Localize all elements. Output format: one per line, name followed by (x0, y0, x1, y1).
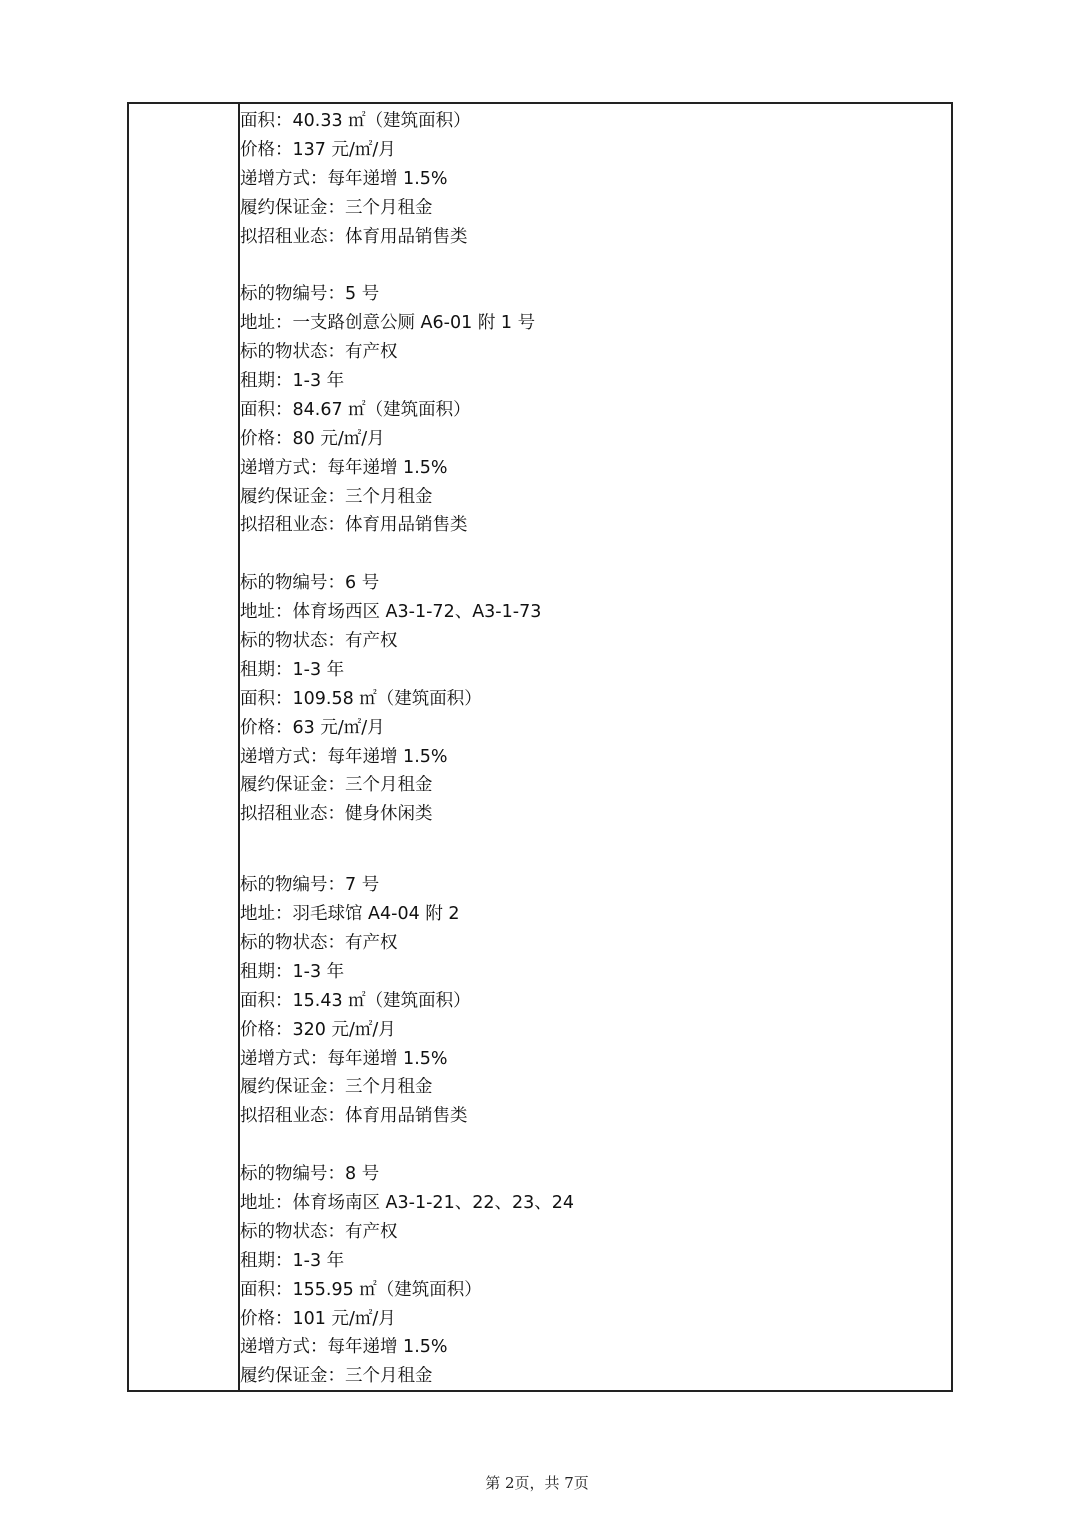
business-type-line: 拟招租业态：体育用品销售类 (240, 515, 468, 536)
term-line: 租期：1-3 年 (240, 371, 345, 392)
item-number-line: 标的物编号：7 号 (240, 875, 380, 896)
price-line: 价格：320 元/㎡/月 (240, 1019, 396, 1040)
item-number-line: 标的物编号：6 号 (240, 573, 380, 594)
item-number-line: 标的物编号：8 号 (240, 1164, 380, 1185)
deposit-line: 履约保证金：三个月租金 (240, 1366, 433, 1387)
spacer (240, 251, 574, 280)
business-type-line: 拟招租业态：体育用品销售类 (240, 1106, 468, 1127)
business-type-line: 拟招租业态：健身休闲类 (240, 804, 433, 825)
status-line: 标的物状态：有产权 (240, 1221, 398, 1242)
address-line: 地址：羽毛球馆 A4-04 附 2 (240, 904, 460, 925)
address-line: 地址：体育场西区 A3-1-72、A3-1-73 (240, 602, 542, 623)
increment-line: 递增方式：每年递增 1.5% (240, 168, 448, 189)
price-line: 价格：80 元/㎡/月 (240, 428, 385, 449)
deposit-line: 履约保证金：三个月租金 (240, 197, 433, 218)
increment-line: 递增方式：每年递增 1.5% (240, 457, 448, 478)
spacer (240, 540, 574, 569)
lease-items-table (127, 102, 953, 1392)
area-line: 面积：109.58 ㎡（建筑面积） (240, 688, 482, 709)
term-line: 租期：1-3 年 (240, 961, 345, 982)
business-type-line: 拟招租业态：体育用品销售类 (240, 226, 468, 247)
address-line: 地址：一支路创意公厕 A6-01 附 1 号 (240, 313, 536, 334)
spacer (240, 1131, 574, 1160)
increment-line: 递增方式：每年递增 1.5% (240, 746, 448, 767)
area-line: 面积：84.67 ㎡（建筑面积） (240, 399, 471, 420)
spacer (240, 829, 574, 858)
increment-line: 递增方式：每年递增 1.5% (240, 1337, 448, 1358)
status-line: 标的物状态：有产权 (240, 932, 398, 953)
area-line: 面积：15.43 ㎡（建筑面积） (240, 990, 471, 1011)
deposit-line: 履约保证金：三个月租金 (240, 1077, 433, 1098)
price-line: 价格：137 元/㎡/月 (240, 139, 396, 160)
status-line: 标的物状态：有产权 (240, 342, 398, 363)
price-line: 价格：63 元/㎡/月 (240, 717, 385, 738)
deposit-line: 履约保证金：三个月租金 (240, 486, 433, 507)
spacer (240, 858, 574, 871)
status-line: 标的物状态：有产权 (240, 631, 398, 652)
deposit-line: 履约保证金：三个月租金 (240, 775, 433, 796)
term-line: 租期：1-3 年 (240, 659, 345, 680)
term-line: 租期：1-3 年 (240, 1250, 345, 1271)
table-content-cell (240, 104, 951, 1390)
content-lines (240, 107, 574, 1391)
price-line: 价格：101 元/㎡/月 (240, 1308, 396, 1329)
address-line: 地址：体育场南区 A3-1-21、22、23、24 (240, 1192, 575, 1213)
item-number-line: 标的物编号：5 号 (240, 284, 380, 305)
area-line: 面积：40.33 ㎡（建筑面积） (240, 111, 471, 131)
table-label-cell (129, 104, 240, 1390)
page-footer: 第 2页，共 7页 (485, 1474, 589, 1492)
increment-line: 递增方式：每年递增 1.5% (240, 1048, 448, 1069)
area-line: 面积：155.95 ㎡（建筑面积） (240, 1279, 482, 1300)
